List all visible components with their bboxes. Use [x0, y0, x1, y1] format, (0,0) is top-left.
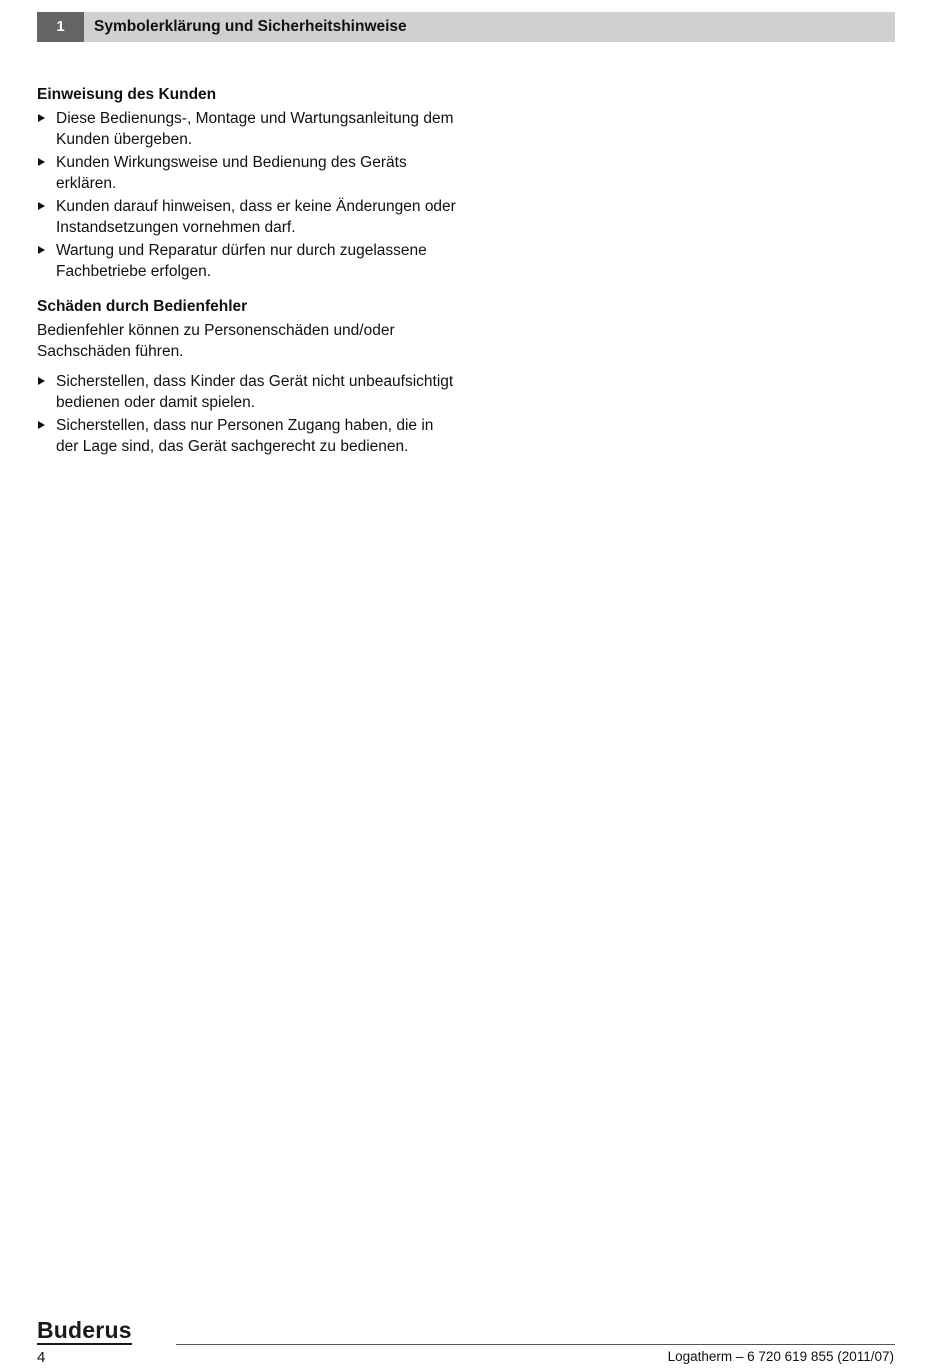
list-item	[37, 108, 457, 150]
triangle-right-icon	[38, 114, 45, 122]
bullet-list-einweisung	[37, 108, 457, 282]
chapter-number: 1	[37, 12, 84, 42]
triangle-right-icon	[38, 421, 45, 429]
section-paragraph: Bedienfehler können zu Personenschäden und/oder Sachschäden führen.	[37, 322, 395, 360]
footer-divider	[176, 1344, 895, 1345]
page-number: 4	[37, 1349, 46, 1366]
list-item	[37, 240, 457, 282]
triangle-right-icon	[38, 202, 45, 210]
page-content	[37, 84, 457, 459]
chapter-title: Symbolerklärung und Sicherheitshinweise	[94, 18, 407, 35]
list-item	[37, 371, 457, 413]
triangle-right-icon	[38, 246, 45, 254]
list-item-text: Sicherstellen, dass Kinder das Gerät nicht unbeaufsichtigt bedienen oder damit spielen.	[56, 373, 454, 411]
list-item-text: Kunden darauf hinweisen, dass er keine Änderungen oder Instandsetzungen vornehmen darf.	[56, 198, 456, 236]
triangle-right-icon	[38, 377, 45, 385]
section-heading-bedienfehler: Schäden durch Bedienfehler	[37, 298, 248, 315]
list-item-text: Kunden Wirkungsweise und Bedienung des Geräts erklären.	[56, 154, 407, 192]
buderus-logo: Buderus	[37, 1317, 132, 1343]
triangle-right-icon	[38, 158, 45, 166]
list-item-text: Wartung und Reparatur dürfen nur durch zugelassene Fachbetriebe erfolgen.	[56, 242, 427, 280]
list-item	[37, 415, 457, 457]
section-heading-einweisung: Einweisung des Kunden	[37, 86, 217, 103]
document-reference: Logatherm – 6 720 619 855 (2011/07)	[667, 1349, 894, 1364]
list-item-text: Sicherstellen, dass nur Personen Zugang haben, die in der Lage sind, das Gerät sachgerecht zu bedienen.	[56, 417, 434, 455]
bullet-list-bedienfehler	[37, 371, 457, 457]
list-item	[37, 196, 457, 238]
chapter-header-bar	[37, 12, 895, 42]
list-item-text: Diese Bedienungs-, Montage und Wartungsanleitung dem Kunden übergeben.	[56, 110, 454, 148]
list-item	[37, 152, 457, 194]
